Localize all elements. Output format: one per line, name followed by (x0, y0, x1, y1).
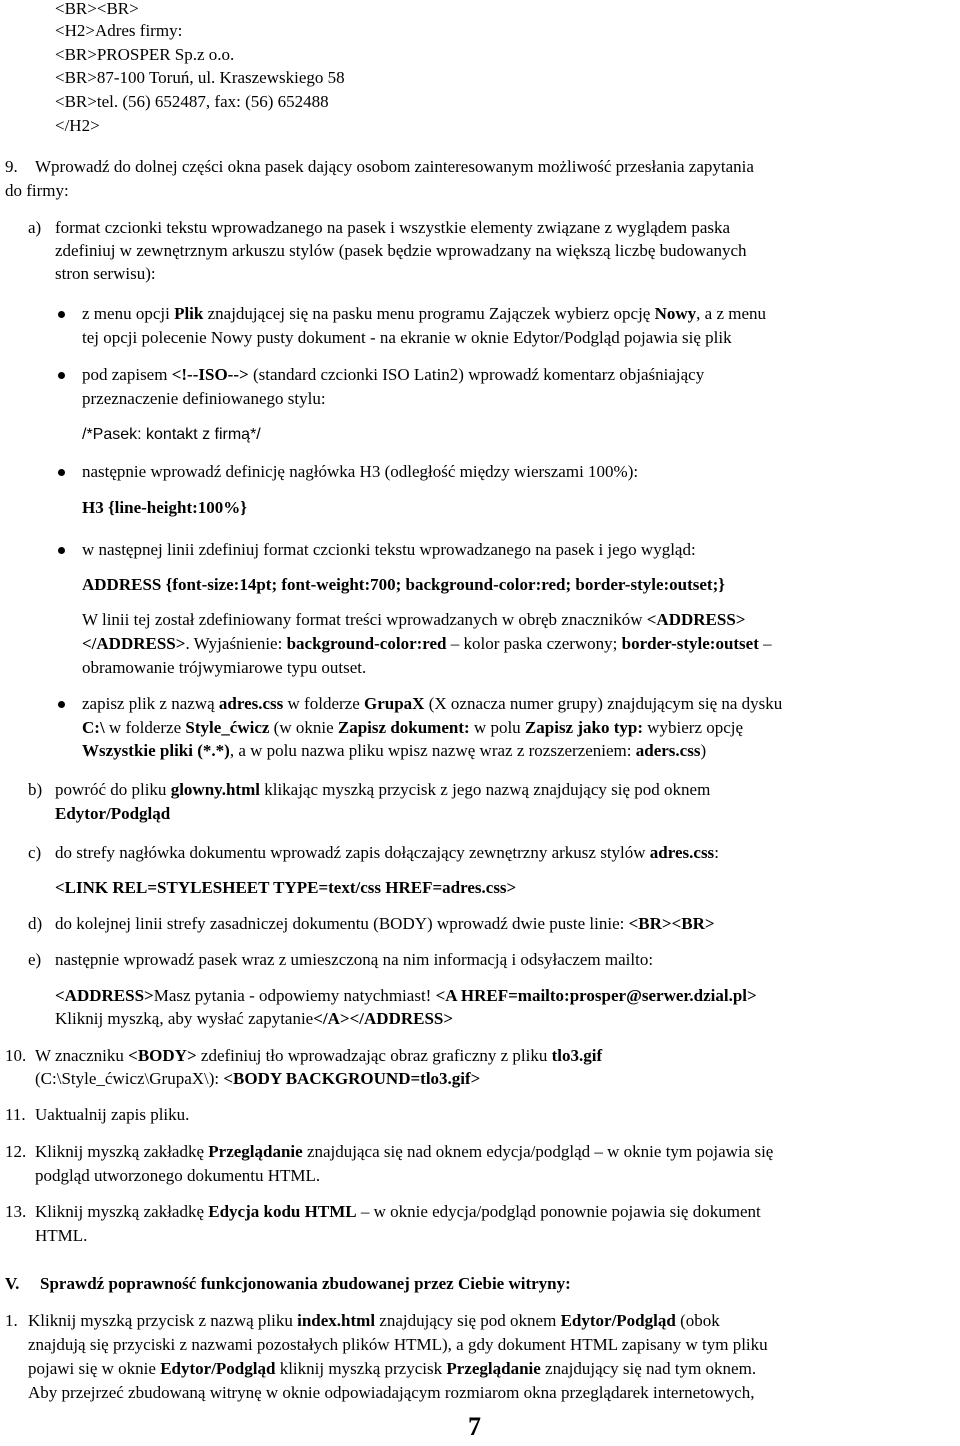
item-number: 10. (5, 1046, 27, 1065)
code-snippet: ADDRESS {font-size:14pt; font-weight:700; background-color:red; border-style:outset;} (82, 575, 725, 594)
item-text: Kliknij myszką zakładkę Przeglądanie znajdująca się nad oknem edycja/podgląd – w oknie tym pojawia się (35, 1142, 774, 1161)
item-number: 13. (5, 1202, 27, 1221)
item-text: Kliknij myszką przycisk z nazwą pliku index.html znajdujący się pod oknem Edytor/Podgląd (obok (28, 1311, 720, 1330)
page-number: 7 (468, 1412, 481, 1441)
item-text: Uaktualnij zapis pliku. (35, 1105, 190, 1124)
sub-label: c) (28, 843, 42, 862)
bullet-text: z menu opcji Plik znajdującej się na pasku menu programu Zajączek wybierz opcję Nowy, a z menu (82, 304, 767, 323)
sub-text: zdefiniuj w zewnętrznym arkuszu stylów (pasek będzie wprowadzany na większą liczbę budowanych (55, 241, 747, 260)
code-line: <H2>Adres firmy: (55, 21, 183, 40)
note-text: W linii tej został zdefiniowany format treści wprowadzanych w obręb znaczników <ADDRESS> (82, 610, 746, 629)
sub-label: b) (28, 780, 43, 799)
code-line: <BR>87-100 Toruń, ul. Kraszewskiego 58 (55, 68, 345, 87)
item-text: znajdują się przyciski z nazwami pozostałych plików HTML), a gdy dokument HTML zapisany w tym pliku (28, 1335, 768, 1354)
item-text: Kliknij myszką zakładkę Edycja kodu HTML – w oknie edycja/podgląd ponownie pojawia się dokument (35, 1202, 761, 1221)
bullet-text: przeznaczenie definiowanego stylu: (82, 389, 326, 408)
code-line: </H2> (55, 116, 100, 135)
sub-label: a) (28, 218, 42, 237)
code-line: <BR>PROSPER Sp.z o.o. (55, 45, 235, 64)
bullet-icon (58, 372, 65, 379)
note-text: obramowanie trójwymiarowe typu outset. (82, 658, 367, 677)
item-text: podgląd utworzonego dokumentu HTML. (35, 1166, 321, 1185)
note-text: </ADDRESS>. Wyjaśnienie: background-color:red – kolor paska czerwony; border-style:outset – (82, 634, 772, 653)
bullet-icon (58, 701, 65, 708)
sub-text: stron serwisu): (55, 264, 156, 283)
code-snippet: Kliknij myszką, aby wysłać zapytanie</A></ADDRESS> (55, 1009, 454, 1028)
code-snippet: /*Pasek: kontakt z firmą*/ (82, 426, 261, 443)
bullet-icon (58, 469, 65, 476)
item-text: HTML. (35, 1226, 88, 1245)
bullet-text: tej opcji polecenie Nowy pusty dokument - na ekranie w oknie Edytor/Podgląd pojawia się plik (82, 328, 732, 347)
sub-label: d) (28, 914, 43, 933)
sub-text: do kolejnej linii strefy zasadniczej dokumentu (BODY) wprowadź dwie puste linie: <BR><BR> (55, 914, 715, 933)
section-number: V. (5, 1274, 20, 1293)
item-text: W znaczniku <BODY> zdefiniuj tło wprowadzając obraz graficzny z pliku tlo3.gif (35, 1046, 603, 1065)
item-text: do firmy: (5, 181, 69, 200)
bullet-text: Wszystkie pliki (*.*), a w polu nazwa pliku wpisz nazwę wraz z rozszerzeniem: aders.css) (82, 741, 707, 760)
sub-text: powróć do pliku glowny.html klikając myszką przycisk z jego nazwą znajdujący się pod oknem (55, 780, 711, 799)
sub-text: Edytor/Podgląd (55, 804, 171, 823)
item-number: 1. (5, 1311, 18, 1330)
sub-text: format czcionki tekstu wprowadzanego na pasek i wszystkie elementy związane z wyglądem paska (55, 218, 731, 237)
item-text: Wprowadź do dolnej części okna pasek dający osobom zainteresowanym możliwość przesłania zapytania (35, 157, 754, 176)
code-line: <BR><BR> (55, 0, 139, 18)
code-line: <BR>tel. (56) 652487, fax: (56) 652488 (55, 92, 329, 111)
bullet-text: zapisz plik z nazwą adres.css w folderze GrupaX (X oznacza numer grupy) znajdującym się na dysku (82, 694, 783, 713)
item-text: (C:\Style_ćwicz\GrupaX\): <BODY BACKGROUND=tlo3.gif> (35, 1069, 481, 1088)
section-title: Sprawdź poprawność funkcjonowania zbudowanej przez Ciebie witryny: (40, 1274, 571, 1293)
bullet-text: pod zapisem <!--ISO--> (standard czcionki ISO Latin2) wprowadź komentarz objaśniający (82, 365, 705, 384)
sub-label: e) (28, 950, 42, 969)
item-number: 12. (5, 1142, 27, 1161)
bullet-text: C:\ w folderze Style_ćwicz (w oknie Zapisz dokument: w polu Zapisz jako typ: wybierz opcję (82, 718, 744, 737)
bullet-text: w następnej linii zdefiniuj format czcionki tekstu wprowadzanego na pasek i jego wygląd: (82, 540, 696, 559)
code-snippet: <LINK REL=STYLESHEET TYPE=text/css HREF=adres.css> (55, 878, 517, 897)
sub-text: do strefy nagłówka dokumentu wprowadź zapis dołączający zewnętrzny arkusz stylów adres.css: (55, 843, 719, 862)
item-text: pojawi się w oknie Edytor/Podgląd kliknij myszką przycisk Przeglądanie znajdujący się nad tym oknem. (28, 1359, 757, 1378)
bullet-text: następnie wprowadź definicję nagłówka H3 (odległość między wierszami 100%): (82, 462, 639, 481)
bullet-icon (58, 311, 65, 318)
code-snippet: H3 {line-height:100%} (82, 498, 247, 517)
code-snippet: <ADDRESS>Masz pytania - odpowiemy natychmiast! <A HREF=mailto:prosper@serwer.dzial.pl> (55, 986, 757, 1005)
item-text: Aby przejrzeć zbudowaną witrynę w oknie odpowiadającym rozmiarom okna przeglądarek internetowych, (28, 1383, 755, 1402)
bullet-icon (58, 547, 65, 554)
item-number: 9. (5, 157, 18, 176)
item-number: 11. (5, 1105, 26, 1124)
sub-text: następnie wprowadź pasek wraz z umieszczoną na nim informacją i odsyłaczem mailto: (55, 950, 654, 969)
